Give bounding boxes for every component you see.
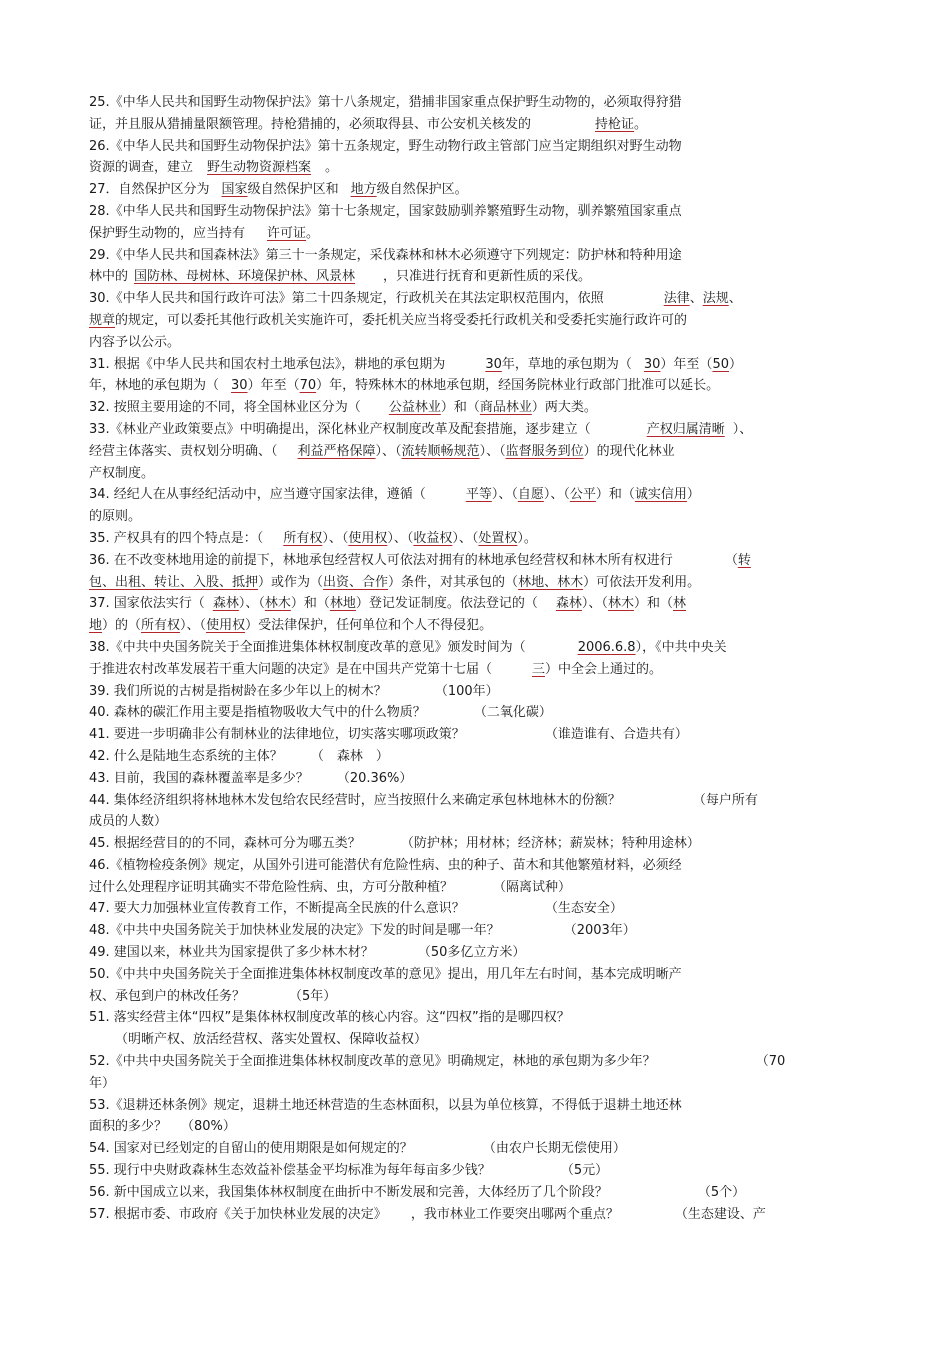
answer-text: （由农户长期无偿使用） xyxy=(482,1141,626,1157)
question-text: 50.《中共中央国务院关于全面推进集体林权制度改革的意见》提出，用几年左右时间，基本完成明晰产 xyxy=(89,966,682,982)
question-text: 29.《中华人民共和国森林法》第三十一条规定，采伐森林和林木必须遵守下列规定：防护林和特种用途 xyxy=(89,247,682,263)
question-text: 26.《中华人民共和国野生动物保护法》第十五条规定，野生动物行政主管部门应当定期组织对野生动物 xyxy=(89,138,682,154)
question-45 xyxy=(89,833,864,855)
answer-blank: 自愿 xyxy=(517,487,544,503)
question-text: 的原则。 xyxy=(89,509,142,525)
answer-text: （谁造谁有、合造共有） xyxy=(544,727,688,743)
answer-text: （5个） xyxy=(697,1184,746,1200)
question-52-line-2 xyxy=(89,1073,864,1095)
question-43 xyxy=(89,768,864,790)
question-33-line-2 xyxy=(89,441,864,463)
question-text: 39. 我们所说的古树是指树龄在多少年以上的树木？ xyxy=(89,683,387,699)
punctuation: ） xyxy=(728,356,742,372)
question-44-line-1 xyxy=(89,790,864,812)
punctuation: ） xyxy=(686,487,700,503)
answer-blank: 诚实信用 xyxy=(634,487,687,503)
question-36-line-2 xyxy=(89,572,864,594)
question-50-line-1 xyxy=(89,964,864,986)
answer-text: （隔离试种） xyxy=(493,879,572,895)
question-46-line-1 xyxy=(89,855,864,877)
question-text: 经营主体落实、责权划分明确、（ xyxy=(89,443,278,459)
question-30-line-1 xyxy=(89,288,864,310)
answer-blank: 林地、林木 xyxy=(518,574,584,590)
answer-blank: 法律 xyxy=(663,291,690,307)
punctuation: 。 xyxy=(634,116,648,132)
question-33-line-1 xyxy=(89,419,864,441)
question-text: ，我市林业工作要突出哪两个重点？ xyxy=(410,1206,619,1222)
answer-text: （80%） xyxy=(181,1119,236,1135)
question-44-line-2 xyxy=(89,811,864,833)
question-text: ）、（ xyxy=(479,443,506,459)
question-39 xyxy=(89,681,864,703)
question-text: 54. 国家对已经划定的自留山的使用期限是如何规定的？ xyxy=(89,1141,413,1157)
question-text: 42. 什么是陆地生态系统的主体？ xyxy=(89,748,283,764)
answer-blank: 30 xyxy=(643,356,661,372)
question-text: ）年至（ xyxy=(247,378,300,394)
question-47 xyxy=(89,898,864,920)
question-text: 48.《中共中央国务院关于加快林业发展的决定》下发的时间是哪一年？ xyxy=(89,923,500,939)
answer-blank: 转 xyxy=(737,552,751,568)
answer-blank: 商品林业 xyxy=(479,400,532,416)
question-50-line-2 xyxy=(89,986,864,1008)
question-text: ）、（ xyxy=(543,487,570,503)
punctuation: ）。 xyxy=(517,530,537,546)
answer-text: 成员的人数） xyxy=(89,814,168,830)
question-text: ）的现代化林业 xyxy=(583,443,675,459)
question-text: 面积的多少？ xyxy=(89,1119,168,1135)
question-text: ）和（ xyxy=(633,596,673,612)
question-text: 保护野生动物的，应当持有 xyxy=(89,225,246,241)
answer-blank: 平等 xyxy=(465,487,492,503)
question-text: ，只准进行抚育和更新性质的采伐。 xyxy=(383,269,592,285)
answer-blank: 所有权 xyxy=(141,618,181,634)
answer-blank: 50 xyxy=(712,356,729,372)
question-text: ）登记发证制度。依法登记的（ xyxy=(355,596,538,612)
question-text: ）、（ xyxy=(180,618,207,634)
question-text: 51. 落实经营主体“四权”是集体林权制度改革的核心内容。这“四权”指的是哪四权？ xyxy=(89,1010,570,1026)
question-text: ）受法律保护，任何单位和个人不得侵犯。 xyxy=(245,618,493,634)
punctuation: 。 xyxy=(325,160,339,176)
answer-blank: 收益权 xyxy=(413,530,453,546)
question-text: ），《中共中央关 xyxy=(635,639,727,655)
answer-blank: 三 xyxy=(532,661,546,677)
question-text: 36. 在不改变林地用途的前提下，林地承包经营权人可依法对拥有的林地承包经营权和林木所有权进行 xyxy=(89,552,673,568)
question-text: 的规定，可以委托其他行政机关实施许可，委托机关应当将受委托行政机关和受委托实施行政许可的 xyxy=(115,312,688,328)
question-text: 28.《中华人民共和国野生动物保护法》第十七条规定，国家鼓励驯养繁殖野生动物，驯养繁殖国家重点 xyxy=(89,203,682,219)
question-text: 43. 目前，我国的森林覆盖率是多少？ xyxy=(89,770,309,786)
question-text: ）或作为（ xyxy=(258,574,324,590)
question-31-line-2 xyxy=(89,375,864,397)
question-46-line-2 xyxy=(89,877,864,899)
question-text: 40. 森林的碳汇作用主要是指植物吸收大气中的什么物质？ xyxy=(89,705,426,721)
question-text: 30.《中华人民共和国行政许可法》第二十四条规定，行政机关在其法定职权范围内，依照 xyxy=(89,291,604,307)
question-text: ）和（ xyxy=(290,596,330,612)
question-list xyxy=(89,92,864,1225)
answer-blank: 林木 xyxy=(264,596,291,612)
question-31-line-1 xyxy=(89,354,864,376)
question-57 xyxy=(89,1204,864,1226)
question-text: ）、（ xyxy=(322,530,349,546)
question-text: ）、（ xyxy=(581,596,608,612)
answer-text: （ 森林 ） xyxy=(310,748,389,764)
question-26-line-2 xyxy=(89,157,864,179)
answer-blank: 公平 xyxy=(569,487,596,503)
punctuation: 、 xyxy=(689,291,703,307)
question-text: ）、（ xyxy=(387,530,414,546)
question-38-line-2 xyxy=(89,659,864,681)
question-text: 27．自然保护区分为 xyxy=(89,182,210,198)
answer-blank: 30 xyxy=(231,378,248,394)
question-text: ）年至（ xyxy=(660,356,713,372)
question-text: 46.《植物检疫条例》规定，从国外引进可能潜伏有危险性病、虫的种子、苗木和其他繁殖材料，必须经 xyxy=(89,857,682,873)
answer-blank: 国家 xyxy=(221,182,248,198)
question-54 xyxy=(89,1138,864,1160)
answer-text: （每户所有 xyxy=(692,792,758,808)
answer-blank: 林 xyxy=(672,596,686,612)
answer-text: （生态安全） xyxy=(544,901,623,917)
question-text: 55. 现行中央财政森林生态效益补偿基金平均标准为每年每亩多少钱？ xyxy=(89,1163,491,1179)
answer-blank: 地 xyxy=(89,618,103,634)
question-text: ）和（ xyxy=(595,487,635,503)
question-text: 33.《林业产业政策要点》中明确提出，深化林业产权制度改革及配套措施，逐步建立（ xyxy=(89,421,591,437)
question-41 xyxy=(89,724,864,746)
answer-text: （生态建设、产 xyxy=(674,1206,766,1222)
question-34-line-1 xyxy=(89,484,864,506)
question-text: ）和（ xyxy=(440,400,480,416)
question-text: ）、（ xyxy=(491,487,518,503)
question-text: 年，草地的承包期为（ xyxy=(501,356,632,372)
question-text: ）两大类。 xyxy=(531,400,597,416)
answer-blank: 法规 xyxy=(702,291,729,307)
question-40 xyxy=(89,702,864,724)
question-text: 级自然保护区。 xyxy=(376,182,468,198)
question-text: ）、（ xyxy=(375,443,402,459)
answer-blank: 处置权 xyxy=(478,530,518,546)
question-text: 资源的调查，建立 xyxy=(89,160,194,176)
question-28-line-2 xyxy=(89,223,864,245)
question-text: 35. 产权具有的四个特点是：（ xyxy=(89,530,264,546)
question-33-line-3 xyxy=(89,463,864,485)
answer-text: （70 xyxy=(755,1054,786,1070)
question-text: ）条件，对其承包的（ xyxy=(388,574,519,590)
question-text: 57. 根据市委、市政府《关于加快林业发展的决定》 xyxy=(89,1206,387,1222)
answer-blank: 林地 xyxy=(329,596,356,612)
question-37-line-2 xyxy=(89,615,864,637)
question-34-line-2 xyxy=(89,506,864,528)
question-text: 过什么处理程序证明其确实不带危险性病、虫，方可分散种植？ xyxy=(89,879,454,895)
question-text: ）、（ xyxy=(238,596,265,612)
answer-blank: 产权归属清晰 xyxy=(646,421,725,437)
answer-blank: 利益严格保障 xyxy=(297,443,376,459)
question-text: 于推进农村改革发展若干重大问题的决定》是在中国共产党第十七届（ xyxy=(89,661,493,677)
answer-blank: 监督服务到位 xyxy=(505,443,584,459)
question-text: 56. 新中国成立以来，我国集体林权制度在曲折中不断发展和完善，大体经历了几个阶段？ xyxy=(89,1184,608,1200)
question-text: ）的（ xyxy=(102,618,142,634)
answer-blank: 包、出租、转让、入股、抵押 xyxy=(89,574,259,590)
answer-blank: 野生动物资源档案 xyxy=(207,160,312,176)
question-text: 31. 根据《中华人民共和国农村土地承包法》，耕地的承包期为 xyxy=(89,356,446,372)
answer-blank: 70 xyxy=(299,378,317,394)
question-text: ）中全会上通过的。 xyxy=(545,661,663,677)
question-text: 44. 集体经济组织将林地林木发包给农民经营时，应当按照什么来确定承包林地林木的份额？ xyxy=(89,792,621,808)
question-28-line-1 xyxy=(89,201,864,223)
answer-text: （防护林；用材林；经济林；薪炭林；特种用途林） xyxy=(400,836,700,852)
answer-blank: 使用权 xyxy=(348,530,388,546)
question-text: 49. 建国以来，林业共为国家提供了多少林木材？ xyxy=(89,945,374,961)
answer-blank: 流转顺畅规范 xyxy=(401,443,480,459)
answer-blank: 规章 xyxy=(89,312,116,328)
question-55 xyxy=(89,1160,864,1182)
question-53-line-1 xyxy=(89,1095,864,1117)
question-35 xyxy=(89,528,864,550)
question-48 xyxy=(89,920,864,942)
question-text: 年，林地的承包期为（ xyxy=(89,378,220,394)
question-36-line-1 xyxy=(89,550,864,572)
answer-blank: 持枪证 xyxy=(595,116,635,132)
question-text: 34. 经纪人在从事经纪活动中，应当遵守国家法律，遵循（ xyxy=(89,487,426,503)
answer-blank: 许可证 xyxy=(267,225,307,241)
question-text: 林中的 xyxy=(89,269,129,285)
question-text: 证，并且服从猎捕量限额管理。持枪猎捕的，必须取得县、市公安机关核发的 xyxy=(89,116,532,132)
answer-text: （20.36%） xyxy=(336,770,413,786)
question-text: 32. 按照主要用途的不同，将全国林业区分为（ xyxy=(89,400,361,416)
answer-text: （5元） xyxy=(560,1163,609,1179)
punctuation: 。 xyxy=(306,225,320,241)
question-25-line-1 xyxy=(89,92,864,114)
question-37-line-1 xyxy=(89,593,864,615)
answer-blank: 林木 xyxy=(607,596,634,612)
question-30-line-2 xyxy=(89,310,864,332)
answer-blank: 2006.6.8 xyxy=(577,639,636,655)
punctuation: （ xyxy=(724,552,738,568)
question-text: 45. 根据经营目的的不同，森林可分为哪五类？ xyxy=(89,836,361,852)
answer-text: （2003年） xyxy=(563,923,636,939)
answer-blank: 30 xyxy=(485,356,502,372)
question-text: 38.《中共中央国务院关于全面推进集体林权制度改革的意见》颁发时间为（ xyxy=(89,639,526,655)
question-51-line-2 xyxy=(89,1029,864,1051)
answer-blank: 所有权 xyxy=(283,530,323,546)
question-32 xyxy=(89,397,864,419)
question-38-line-1 xyxy=(89,637,864,659)
question-29-line-2 xyxy=(89,266,864,288)
answer-text: 年） xyxy=(89,1075,116,1091)
question-text: 级自然保护区和 xyxy=(247,182,339,198)
answer-blank: 公益林业 xyxy=(388,400,441,416)
question-51-line-1 xyxy=(89,1007,864,1029)
answer-text: （50多亿立方米） xyxy=(417,945,526,961)
question-52-line-1 xyxy=(89,1051,864,1073)
answer-text: （二氧化碳） xyxy=(473,705,552,721)
question-56 xyxy=(89,1182,864,1204)
answer-blank: 使用权 xyxy=(206,618,246,634)
question-text: 37. 国家依法实行（ xyxy=(89,596,205,612)
question-29-line-1 xyxy=(89,245,864,267)
question-26-line-1 xyxy=(89,136,864,158)
question-42 xyxy=(89,746,864,768)
question-30-line-3 xyxy=(89,332,864,354)
answer-blank: 森林 xyxy=(555,596,582,612)
question-53-line-2 xyxy=(89,1116,864,1138)
answer-text: （明晰产权、放活经营权、落实处置权、保障收益权） xyxy=(115,1032,428,1048)
question-text: 25.《中华人民共和国野生动物保护法》第十八条规定，猎捕非国家重点保护野生动物的，必须取得狩猎 xyxy=(89,95,682,110)
answer-blank: 国防林、母树林、环境保护林、风景林 xyxy=(134,269,356,285)
punctuation: ）、 xyxy=(732,421,753,437)
question-25-line-2 xyxy=(89,114,864,136)
punctuation: 、 xyxy=(728,291,742,307)
answer-text: （5年） xyxy=(289,988,337,1004)
question-text: 41. 要进一步明确非公有制林业的法律地位，切实落实哪项政策？ xyxy=(89,727,465,743)
question-text: 内容予以公示。 xyxy=(89,334,181,350)
question-text: 权、承包到户的林改任务？ xyxy=(89,988,246,1004)
answer-text: （100年） xyxy=(434,683,499,699)
answer-blank: 出资、合作 xyxy=(323,574,389,590)
question-text: 53.《退耕还林条例》规定，退耕土地还林营造的生态林面积，以县为单位核算，不得低于退耕土地还林 xyxy=(89,1097,682,1113)
question-text: ）、（ xyxy=(452,530,479,546)
answer-blank: 森林 xyxy=(212,596,239,612)
question-text: 52.《中共中央国务院关于全面推进集体林权制度改革的意见》明确规定，林地的承包期为多少年？ xyxy=(89,1054,656,1070)
question-27 xyxy=(89,179,864,201)
question-49 xyxy=(89,942,864,964)
question-text: 产权制度。 xyxy=(89,465,155,481)
question-text: ）年，特殊林木的林地承包期，经国务院林业行政部门批准可以延长。 xyxy=(316,378,720,394)
question-text: ）可依法开发利用。 xyxy=(583,574,701,590)
question-text: 47. 要大力加强林业宣传教育工作，不断提高全民族的什么意识？ xyxy=(89,901,465,917)
answer-blank: 地方 xyxy=(350,182,377,198)
